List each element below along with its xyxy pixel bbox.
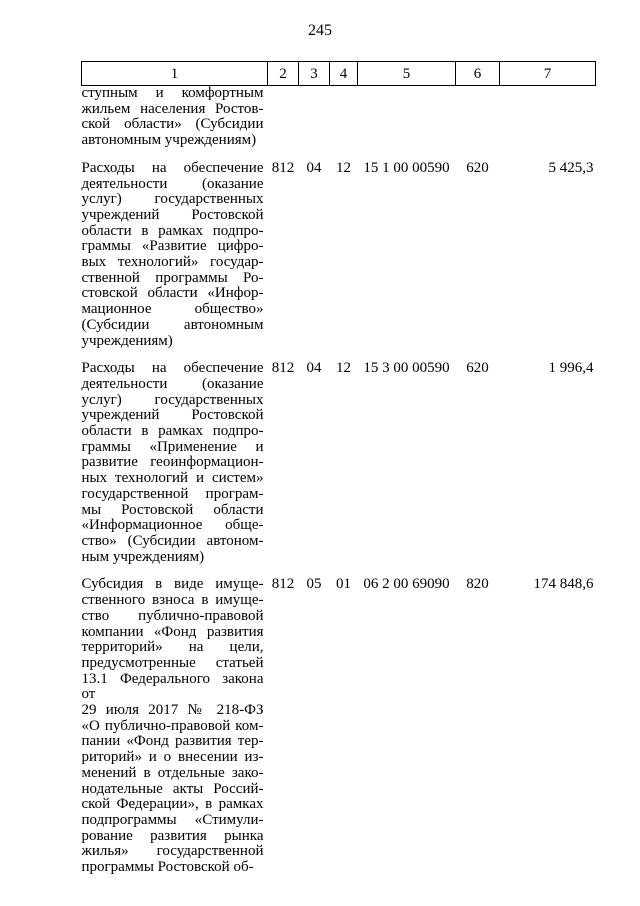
description-line: ственного взноса в имуще-: [81, 592, 264, 609]
row-spacer-cell: [82, 149, 596, 161]
description-line: граммы «Применение и: [81, 438, 264, 455]
section-code: 04: [306, 159, 322, 176]
description-line: ным учреждениям): [81, 548, 205, 565]
amount: 5 425,3: [548, 159, 594, 176]
description-line: стовской области «Инфор-: [81, 285, 264, 302]
description-line: 13.1 Федерального закона: [81, 670, 264, 687]
description-line: развитие геоинформацион-: [81, 454, 264, 471]
description-line: (Субсидии автономным: [81, 316, 264, 333]
description-line: компании «Фонд развития: [81, 623, 264, 640]
description-line: жильем населения Ростов-: [81, 100, 264, 117]
admin-code: 812: [271, 360, 295, 377]
table-row: [82, 361, 596, 565]
description-line: учреждениям): [81, 332, 173, 349]
budget-table: [81, 61, 596, 876]
table-row: [82, 577, 596, 875]
description-line: ство публично-правовой: [81, 607, 264, 624]
description-line: мационное общество»: [81, 301, 264, 318]
expense-type-code: 620: [466, 360, 489, 377]
table-body: [82, 86, 596, 876]
row-description: [82, 577, 268, 875]
table-row: [82, 161, 596, 349]
description-line: деятельности (оказание: [81, 175, 264, 192]
row-spacer: [82, 149, 596, 161]
subsection-code: 12: [336, 360, 351, 377]
amount: 1 996,4: [548, 360, 594, 377]
description-line: автономным учреждениям): [81, 132, 257, 149]
row-description: [82, 86, 268, 149]
target-article-code: 06 2 00 69090: [363, 576, 450, 593]
admin-code: 812: [271, 159, 295, 176]
description-line: ской области» (Субсидии: [81, 116, 264, 133]
section-code: [299, 86, 330, 149]
description-line: ство» (Субсидии автоном-: [81, 532, 264, 549]
subsection-code: 12: [336, 159, 351, 176]
description-line: пании «Фонд развития тер-: [81, 733, 264, 750]
target-article-code: [358, 86, 456, 149]
description-line: 29 июля 2017 № 218-ФЗ: [81, 702, 264, 719]
column-header: 7: [500, 62, 596, 86]
description-line: ственной программы Ро-: [81, 269, 264, 286]
column-header: 5: [358, 62, 456, 86]
description-line: программы Ростовской об-: [81, 859, 254, 876]
subsection-code: [330, 86, 358, 149]
description-line: ных технологий и систем»: [81, 470, 264, 487]
description-line: Расходы на обеспечение: [81, 360, 264, 377]
description-line: области в рамках подпро-: [81, 423, 264, 440]
page-number: 245: [308, 22, 332, 39]
description-line: ской Федерации», в рамках: [81, 796, 264, 813]
section-code: 04: [306, 360, 322, 377]
description-line: граммы «Развитие цифро-: [81, 238, 264, 255]
admin-code: 812: [271, 576, 295, 593]
description-line: жилья» государственной: [81, 843, 264, 860]
description-line: учреждений Ростовской: [81, 206, 264, 223]
description-line: услуг) государственных: [81, 191, 264, 208]
table-header-row: [82, 62, 596, 86]
description-line: учреждений Ростовской: [81, 407, 264, 424]
description-line: Расходы на обеспечение: [81, 159, 264, 176]
admin-code: [268, 86, 299, 149]
description-line: предусмотренные статьей: [81, 654, 264, 671]
row-description: [82, 161, 268, 349]
description-line: области в рамках подпро-: [81, 222, 264, 239]
description-line: «О публично-правовой ком-: [81, 717, 264, 734]
column-header: 2: [268, 62, 299, 86]
expense-type-code: [456, 86, 500, 149]
description-line: от: [81, 686, 96, 703]
section-code: 05: [306, 576, 322, 593]
description-line: Субсидия в виде имуще-: [81, 576, 264, 593]
target-article-code: 15 1 00 00590: [363, 159, 450, 176]
description-line: подпрограммы «Стимули-: [81, 811, 264, 828]
table-row: [82, 86, 596, 149]
subsection-code: 01: [336, 576, 351, 593]
description-line: территорий» на цели,: [81, 639, 264, 656]
description-line: деятельности (оказание: [81, 375, 264, 392]
description-line: нодательные акты Россий-: [81, 780, 264, 797]
column-header: 4: [330, 62, 358, 86]
description-line: ступным и комфортным: [81, 85, 264, 101]
description-line: услуг) государственных: [81, 391, 264, 408]
description-line: риторий» и о внесении из-: [81, 749, 264, 766]
amount: 174 848,6: [533, 576, 594, 593]
column-header: 6: [456, 62, 500, 86]
description-line: рование развития рынка: [81, 827, 264, 844]
description-line: «Информационное обще-: [81, 517, 264, 534]
amount: [500, 86, 596, 149]
column-header: 3: [299, 62, 330, 86]
description-line: вых технологий» государ-: [81, 254, 264, 271]
column-header: 1: [82, 62, 268, 86]
description-line: мы Ростовской области: [81, 501, 264, 518]
expense-type-code: 620: [466, 159, 489, 176]
description-line: государственной програм-: [81, 485, 264, 502]
target-article-code: 15 3 00 00590: [363, 360, 450, 377]
expense-type-code: 820: [466, 576, 489, 593]
description-line: менений в отдельные зако-: [81, 764, 264, 781]
row-description: [82, 361, 268, 565]
